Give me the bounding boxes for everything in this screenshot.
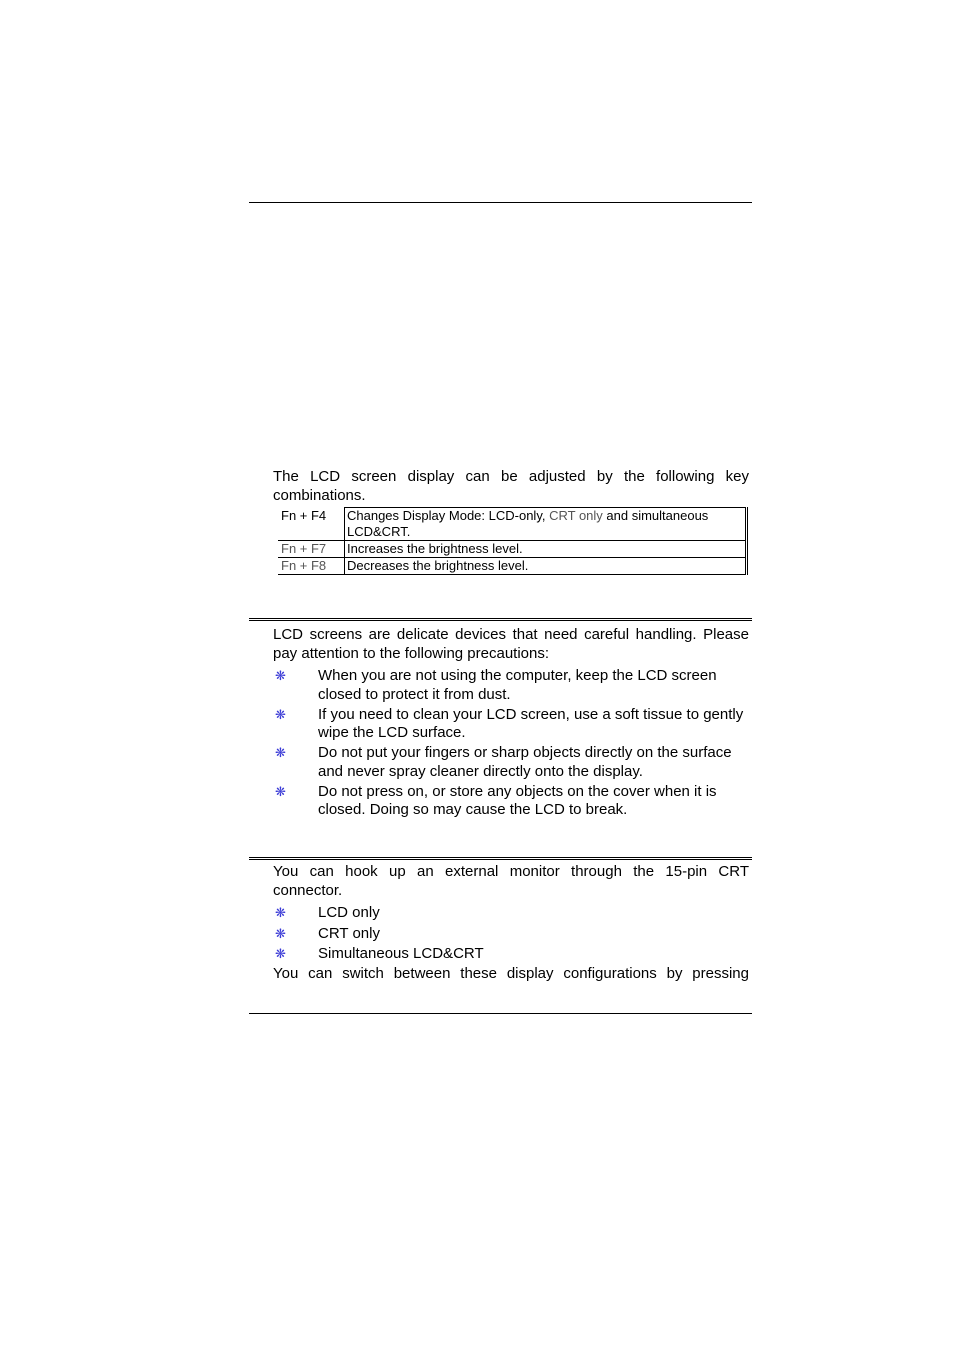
hotkey-key: Fn + F8 [278,558,345,575]
hotkey-description: Decreases the brightness level. [345,558,747,575]
bullet-icon: ❋ [275,905,286,920]
table-row [278,541,747,558]
care-intro-paragraph: LCD screens are delicate devices that need careful handling. Please pay attention to the following precautions: [273,626,749,662]
bullet-icon: ❋ [275,946,286,961]
section-rule-external [249,857,752,860]
bullet-icon: ❋ [275,706,286,722]
bullet-icon: ❋ [275,925,286,941]
table-row [278,508,747,541]
bullet-icon: ❋ [275,745,286,760]
hotkey-table [278,507,748,575]
list-item: ❋ LCD only [275,904,380,921]
hotkey-key: Fn + F4 [278,508,345,541]
section-rule-care [249,618,752,621]
bullet-icon: ❋ [275,668,286,683]
hotkey-key: Fn + F7 [278,541,345,558]
hotkey-description: Increases the brightness level. [345,541,747,558]
list-item: ❋ Do not put your fingers or sharp objects directly on the surface and never spray cleaner directly onto the display. [275,744,732,780]
care-precautions-list [273,667,749,821]
footer-rule [249,1013,752,1014]
list-item: ❋ Do not press on, or store any objects on the cover when it is closed. Doing so may cause the LCD to break. [275,782,717,818]
list-item: ❋ CRT only [275,924,380,942]
bullet-icon: ❋ [275,783,286,799]
list-item: ❋ If you need to clean your LCD screen, use a soft tissue to gently wipe the LCD surface. [275,705,744,741]
display-modes-list [273,904,749,966]
table-row [278,558,747,575]
list-item: ❋ Simultaneous LCD&CRT [275,945,484,962]
list-item: ❋ When you are not using the computer, keep the LCD screen closed to protect it from dust. [275,667,717,703]
intro-paragraph: The LCD screen display can be adjusted by the following key combinations. [273,468,749,504]
external-intro-paragraph: You can hook up an external monitor through the 15-pin CRT connector. [273,863,749,899]
hotkey-description: Changes Display Mode: LCD-only, CRT only and simultaneous LCD&CRT. [345,508,747,541]
header-rule [249,202,752,203]
external-outro-paragraph: You can switch between these display configurations by pressing [273,965,749,982]
